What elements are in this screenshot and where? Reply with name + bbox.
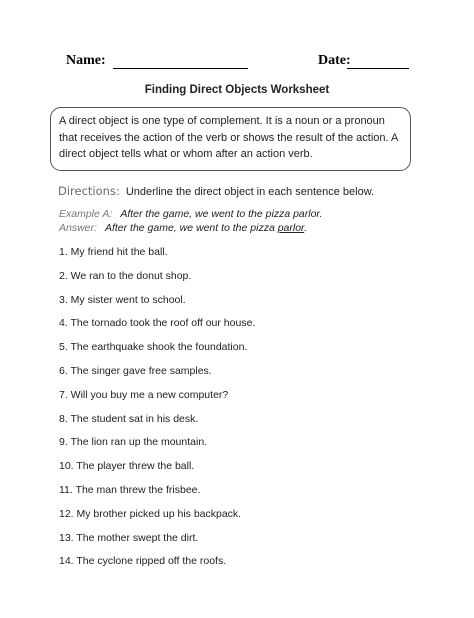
list-item: 3. My sister went to school.: [59, 293, 186, 306]
example-line: [59, 208, 322, 220]
answer-direct-object: parlor: [277, 222, 305, 234]
date-blank-line: [347, 68, 409, 69]
answer-before: After the game, we went to the pizza: [104, 222, 275, 234]
list-item: 12. My brother picked up his backpack.: [59, 507, 242, 520]
example-label: Example A:: [59, 208, 113, 220]
list-item: 10. The player threw the ball.: [59, 460, 195, 473]
answer-sentence: [105, 222, 307, 234]
directions: [58, 184, 374, 198]
answer-after: .: [304, 222, 308, 234]
list-item: 11. The man threw the frisbee.: [59, 483, 201, 496]
list-item: 14. The cyclone ripped off the roofs.: [59, 555, 227, 568]
directions-label: Directions:: [58, 184, 120, 198]
list-item: 9. The lion ran up the mountain.: [59, 436, 208, 449]
list-item: 5. The earthquake shook the foundation.: [59, 341, 248, 354]
list-item: 1. My friend hit the ball.: [59, 246, 168, 258]
date-label: Date:: [318, 53, 351, 68]
worksheet-header: [0, 53, 474, 75]
list-item: 6. The singer gave free samples.: [59, 364, 212, 377]
list-item: 13. The mother swept the dirt.: [59, 531, 199, 544]
definition-box: A direct object is one type of complement. It is a noun or a pronoun that receives the action of the verb or shows the result of the action. A direct object tells what or whom after an action verb.: [50, 107, 411, 171]
list-item: 4. The tornado took the roof off our house.: [59, 317, 256, 330]
name-blank-line: [113, 68, 248, 69]
worksheet-title: Finding Direct Objects Worksheet: [144, 84, 330, 96]
answer-label: Answer:: [59, 222, 97, 234]
answer-line: [59, 222, 307, 234]
example-sentence: After the game, we went to the pizza parlor.: [120, 208, 323, 220]
sentence-list: [59, 245, 255, 578]
list-item: 2. We ran to the donut shop.: [59, 269, 192, 282]
name-label: Name:: [66, 53, 106, 68]
list-item: 8. The student sat in his desk.: [59, 412, 199, 425]
list-item: 7. Will you buy me a new computer?: [59, 388, 229, 401]
directions-text: Underline the direct object in each sentence below.: [125, 186, 375, 198]
